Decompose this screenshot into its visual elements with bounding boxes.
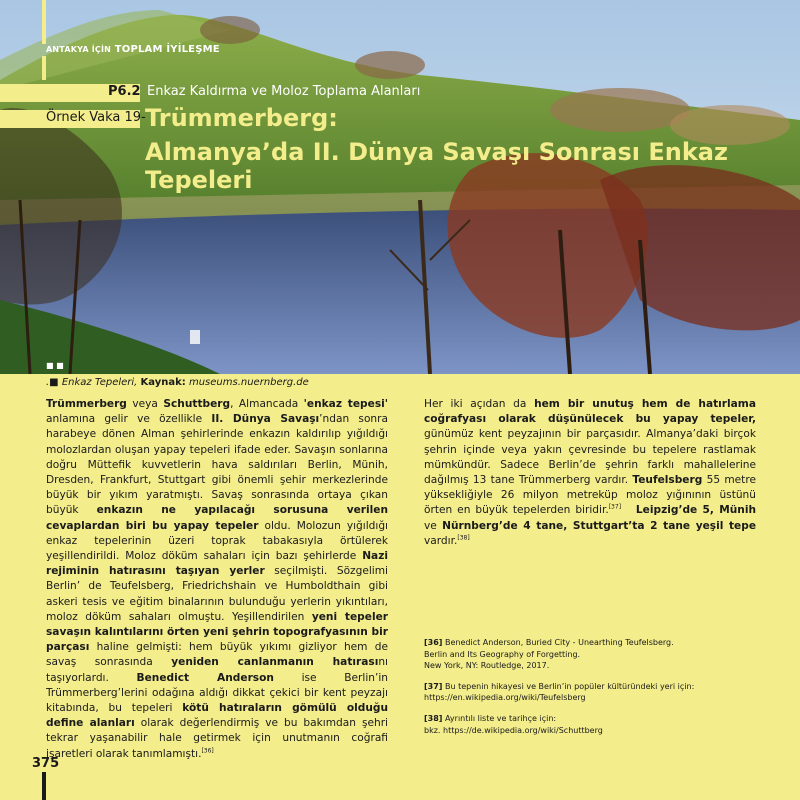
author-name: Benedict Anderson (136, 671, 274, 684)
running-header-small: ANTAKYA İÇİN (46, 45, 112, 54)
emphasis: hem bir unutuş hem de hatırlama coğrafyası olarak düşünülecek bu yapay tepeler, (424, 398, 756, 426)
footnote-text: Ayrıntılı liste ve tarihçe için: (442, 713, 557, 723)
footnote-text: Berlin and Its Geography of Forgetting. (424, 649, 581, 659)
text: vardır. (424, 534, 458, 547)
term-ww2: II. Dünya Savaşı (211, 413, 320, 426)
footnote-text: New York, NY: Routledge, 2017. (424, 661, 550, 671)
page-title-line1: Trümmerberg: (145, 104, 338, 132)
footnote-link[interactable]: bkz. https://de.wikipedia.org/wiki/Schuttberg (424, 725, 603, 735)
left-paragraph (46, 397, 388, 762)
photo-caption (46, 377, 309, 388)
body-right-column (424, 397, 756, 549)
term-enkaz-tepesi: 'enkaz tepesi' (303, 398, 388, 410)
right-paragraph (424, 397, 756, 549)
section-title: Enkaz Kaldırma ve Moloz Toplama Alanları (147, 84, 421, 99)
emphasis: enkazın ne yapılacağı sorusuna verilen cevaplardan biri bu yapay tepeler (46, 504, 388, 532)
text: ise Berlin’in Trümmerberg’lerini odağına aldığı dikkat çekici bir kent peyzajı kitabında, bu tepeleri (46, 671, 388, 715)
footnote-36 (424, 637, 764, 672)
footnote-link[interactable]: https://en.wikipedia.org/wiki/Teufelsberg (424, 693, 586, 703)
section-code: P6.2 (108, 84, 141, 99)
text: oldu. Molozun yığıldığı enkaz tepelerinin üzeri toprak tabakasıyla örtülerek yeşillendirildi. Moloz döküm sahaları için bazı şehirlerde (46, 519, 388, 563)
header-vertical-bar-2 (42, 56, 46, 80)
text: veya (126, 398, 164, 410)
footnote-text: Bu tepenin hikayesi ve Berlin’in popüler kültüründeki yeri için: (442, 681, 695, 691)
emphasis: kötü hatıraların gömülü olduğu define alanları (46, 702, 389, 730)
caption-source: museums.nuernberg.de (188, 377, 309, 388)
footnotes (424, 637, 764, 745)
text: anlamına gelir ve özellikle (46, 413, 212, 426)
emphasis: Leipzig’de 5, Münih (635, 504, 756, 517)
body-left-column (46, 397, 388, 762)
text: ve (424, 519, 443, 532)
header-vertical-bar (42, 0, 46, 44)
footnote-number: [37] (424, 681, 443, 691)
text: Her iki açıdan da (424, 398, 535, 410)
footnote-ref-37[interactable]: [37] (608, 503, 622, 511)
footnote-38 (424, 713, 764, 736)
running-header-big: TOPLAM İYİLEŞME (114, 44, 220, 55)
case-label: Örnek Vaka 19- (46, 110, 146, 125)
footnote-text: Benedict Anderson, Buried City - Unearthing Teufelsberg. (442, 638, 674, 647)
text: günümüz kent peyzajının bir parçasıdır. Almanya’daki birçok şehrin içinde veya yakın çevresinde bu tepelere rastlamak mümkündür. Sadece Berlin’de şehrin farklı mahallelerine dağılmış 13 tane Trümmerberg vardır. (424, 428, 756, 487)
text: ’ndan sonra harabeye dönen Alman şehirlerinde enkazın kaldırılıp yığıldığı molozlardan oluşan yapay tepeleri ifade eder. Savaşın sonlarına doğru Müttefik kuvvetlerin hava saldırıları Berlin, Münih, Dresden, Frankfurt, Stuttgart gibi önemli şehir merkezlerinde büyük bir yıkım yaratmıştı. Savaş sonrasında ortaya çıkan büyük (46, 413, 388, 517)
footnote-number: [36] (424, 638, 443, 647)
footnote-37 (424, 681, 764, 704)
term-teufelsberg: Teufelsberg (632, 474, 703, 487)
footnote-ref-38[interactable]: [38] (457, 534, 470, 542)
page-number: 375 (32, 756, 60, 771)
running-header (46, 44, 220, 55)
term-trummerberg: Trümmerberg (46, 398, 127, 410)
caption-title: Enkaz Tepeleri, (61, 377, 138, 388)
emphasis: yeni tepeler savaşın kalıntılarını örten yeni şehrin topografyasının bir parçası (46, 610, 388, 654)
emphasis: yeniden canlanmanın hatırası (171, 656, 379, 669)
text: seçilmişti. Sözgelimi Berlin’ de Teufelsberg, Friedrichshain ve Humboldthain gibi askeri tesis ve eğitim binalarının bulunduğu yerlerin yıkıntıları, moloz döküm sahaları olmuştu. Yeşillendirilen (46, 565, 388, 623)
emphasis: Nazi rejiminin hatırasını taşıyan yerler (46, 550, 388, 578)
text: haline gelmişti: hem büyük yıkımı gizliyor hem de savaş sonrasında (46, 641, 388, 669)
term-schuttberg: Schuttberg (163, 398, 231, 410)
footnote-ref-36[interactable]: [36] (201, 747, 214, 755)
footnote-number: [38] (424, 713, 443, 723)
caption-bullet-icon: .■ (46, 377, 59, 388)
caption-source-label: Kaynak: (140, 377, 186, 388)
text: olarak değerlendirmiş ve bu bakımdan şehri tekrar yaşanabilir hale getirmek için unutmanın coğrafi işaretleri olarak tanımlamıştı. (46, 717, 388, 760)
photo-dots: ■ ■ (46, 361, 64, 370)
page-title-line2: Almanya’da II. Dünya Savaşı Sonrası Enkaz Tepeleri (145, 138, 728, 194)
footer-vertical-bar (42, 772, 46, 800)
text: 55 metre yüksekliğiyle 26 milyon metreküp moloz yığınının üstünü örten en büyük tepelerden biridir. (424, 474, 756, 517)
text: nı taşıyorlardı. (46, 656, 388, 684)
emphasis: Nürnberg’de 4 tane, Stuttgart’ta 2 tane yeşil tepe (442, 519, 757, 532)
text: , Almancada (230, 398, 304, 410)
